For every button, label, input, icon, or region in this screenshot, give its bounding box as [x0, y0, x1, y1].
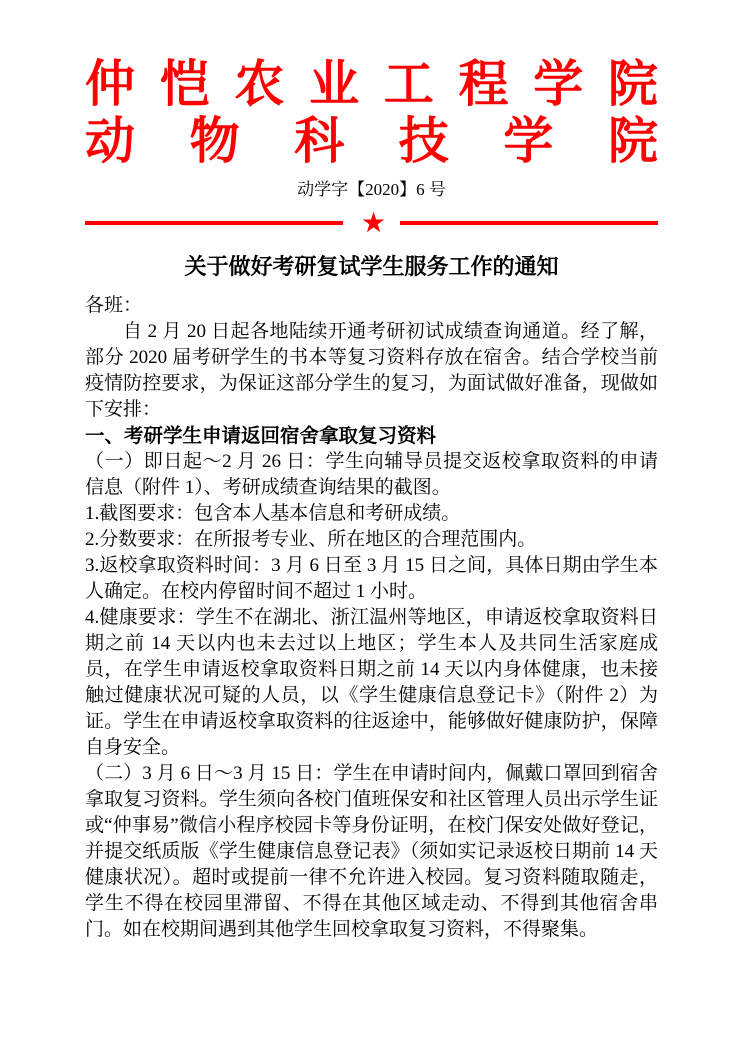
doc-number: 动学字【2020】6 号	[297, 180, 446, 199]
notice-body	[85, 293, 658, 943]
item-4: 4.健康要求：学生不在湖北、浙江温州等地区，申请返校拿取资料日期之前 14 天以内也未去过以上地区；学生本人及共同生活家庭成员，在学生申请返校拿取资料日期之前 14 天以内身体健康，也未接触过健康状况可疑的人员，以《学生健康信息登记卡》（附件 2）为证。学生在申请返校拿取资料的往返途中，能够做好健康防护，保障自身安全。	[85, 607, 658, 758]
section-1-heading: 一、考研学生申请返回宿舍拿取复习资料	[85, 425, 437, 447]
divider-line-left	[85, 221, 343, 225]
notice-title: 关于做好考研复试学生服务工作的通知	[184, 254, 559, 279]
star-icon: ★	[360, 206, 387, 239]
divider-line-right	[400, 221, 658, 225]
letterhead	[85, 56, 658, 237]
intro-paragraph: 自 2 月 20 日起各地陆续开通考研初试成绩查询通道。经了解，部分 2020 届考研学生的书本等复习资料存放在宿舍。结合学校当前疫情防控要求，为保证这部分学生的复习，为面试做好准备，现做如下安排：	[85, 321, 658, 420]
org-name-line2: 动 物 科 技 学 院	[85, 113, 658, 169]
org-name-line1: 仲 恺 农 业 工 程 学 院	[85, 56, 658, 112]
item-3: 3.返校拿取资料时间：3 月 6 日至 3 月 15 日之间，具体日期由学生本人确定。在校内停留时间不超过 1 小时。	[85, 555, 658, 602]
item-yi-1: （一）即日起～2 月 26 日：学生向辅导员提交返校拿取资料的申请信息（附件 1）、考研成绩查询结果的截图。	[85, 451, 658, 498]
item-1: 1.截图要求：包含本人基本信息和考研成绩。	[85, 503, 461, 524]
salutation: 各班：	[85, 295, 143, 316]
item-2: 2.分数要求：在所报考专业、所在地区的合理范围内。	[85, 529, 537, 550]
item-yi-2: （二）3 月 6 日～3 月 15 日：学生在申请时间内，佩戴口罩回到宿舍拿取复习资料。学生须向各校门值班保安和社区管理人员出示学生证或“仲事易”微信小程序校园卡等身份证明，在校门保安处做好登记，并提交纸质版《学生健康信息登记表》（须如实记录返校日期前 14 天健康状况）。超时或提前一律不允许进入校园。复习资料随取随走，学生不得在校园里滞留、不得在其他区域走动、不得到其他宿舍串门。如在校期间遇到其他学生回校拿取复习资料，不得聚集。	[85, 763, 658, 940]
red-divider	[85, 206, 658, 239]
